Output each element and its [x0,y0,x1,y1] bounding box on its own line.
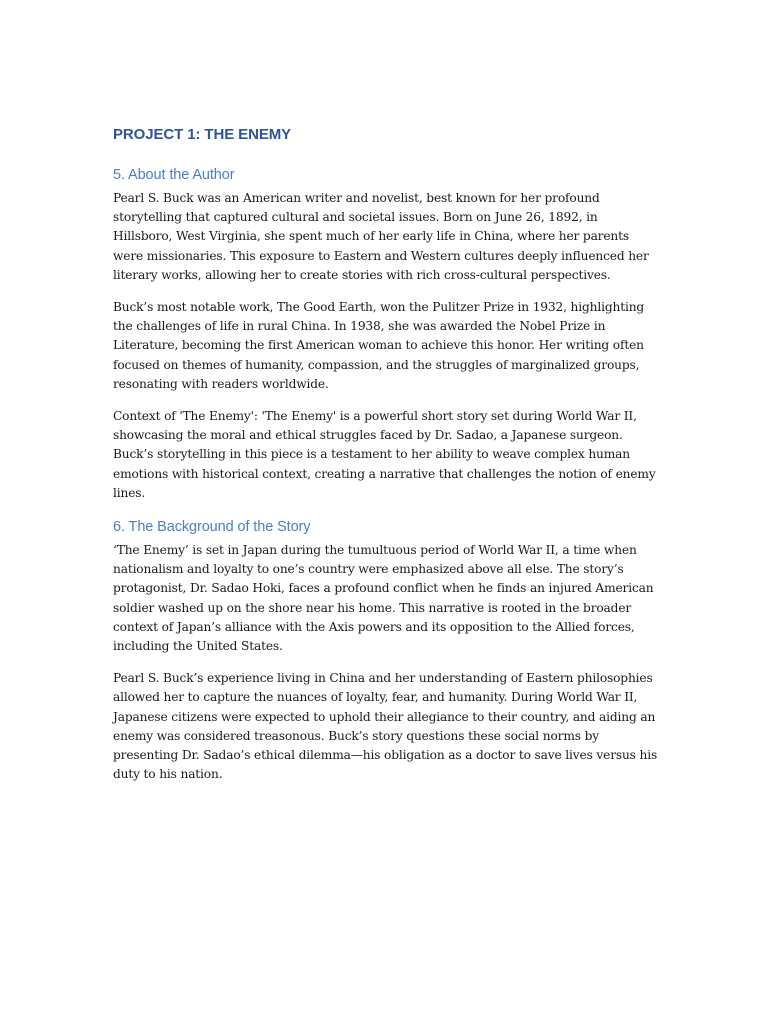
paragraph-notable-work: Buck’s most notable work, The Good Earth, won the Pulitzer Prize in 1932, highlighting the challenges of life in rural China. In 1938, she was awarded the Nobel Prize in Literature, becoming the first American woman to achieve this honor. Her writing often focused on themes of humanity, compassion, and the struggles of marginalized groups, resonating with readers worldwide. [113,300,645,391]
paragraph-setting: ‘The Enemy’ is set in Japan during the tumultuous period of World War II, a time when nationalism and loyalty to one’s country were emphasized above all else. The story’s protagonist, Dr. Sadao Hoki, faces a profound conflict when he finds an injured American soldier washed up on the shore near his home. This narrative is rooted in the broader context of Japan’s alliance with the Axis powers and its opposition to the Allied forces, including the United States. [113,543,654,654]
paragraph-author-bio: Pearl S. Buck was an American writer and novelist, best known for her profound storytelling that captured cultural and societal issues. Born on June 26, 1892, in Hillsboro, West Virginia, she spent much of her early life in China, where her parents were missionaries. This exposure to Eastern and Western cultures deeply influenced her literary works, allowing her to create stories with rich cross-cultural perspectives. [113,191,649,282]
section-heading-about-author: 5. About the Author [113,167,235,183]
section-about-author [113,164,658,503]
document-title: PROJECT 1: THE ENEMY [113,126,292,143]
section-story-background [113,516,658,784]
paragraph-author-perspective: Pearl S. Buck’s experience living in China and her understanding of Eastern philosophies allowed her to capture the nuances of loyalty, fear, and humanity. During World War II, Japanese citizens were expected to uphold their allegiance to their country, and aiding an enemy was considered treasonous. Buck’s story questions these social norms by presenting Dr. Sadao’s ethical dilemma—his obligation as a doctor to save lives versus his duty to his nation. [113,671,658,782]
document-page [113,124,658,797]
paragraph-story-context: Context of 'The Enemy': 'The Enemy' is a powerful short story set during World War II, showcasing the moral and ethical struggles faced by Dr. Sadao, a Japanese surgeon. Buck’s storytelling in this piece is a testament to her ability to weave complex human emotions with historical context, creating a narrative that challenges the notion of enemy lines. [113,409,656,500]
section-heading-story-background: 6. The Background of the Story [113,519,311,536]
